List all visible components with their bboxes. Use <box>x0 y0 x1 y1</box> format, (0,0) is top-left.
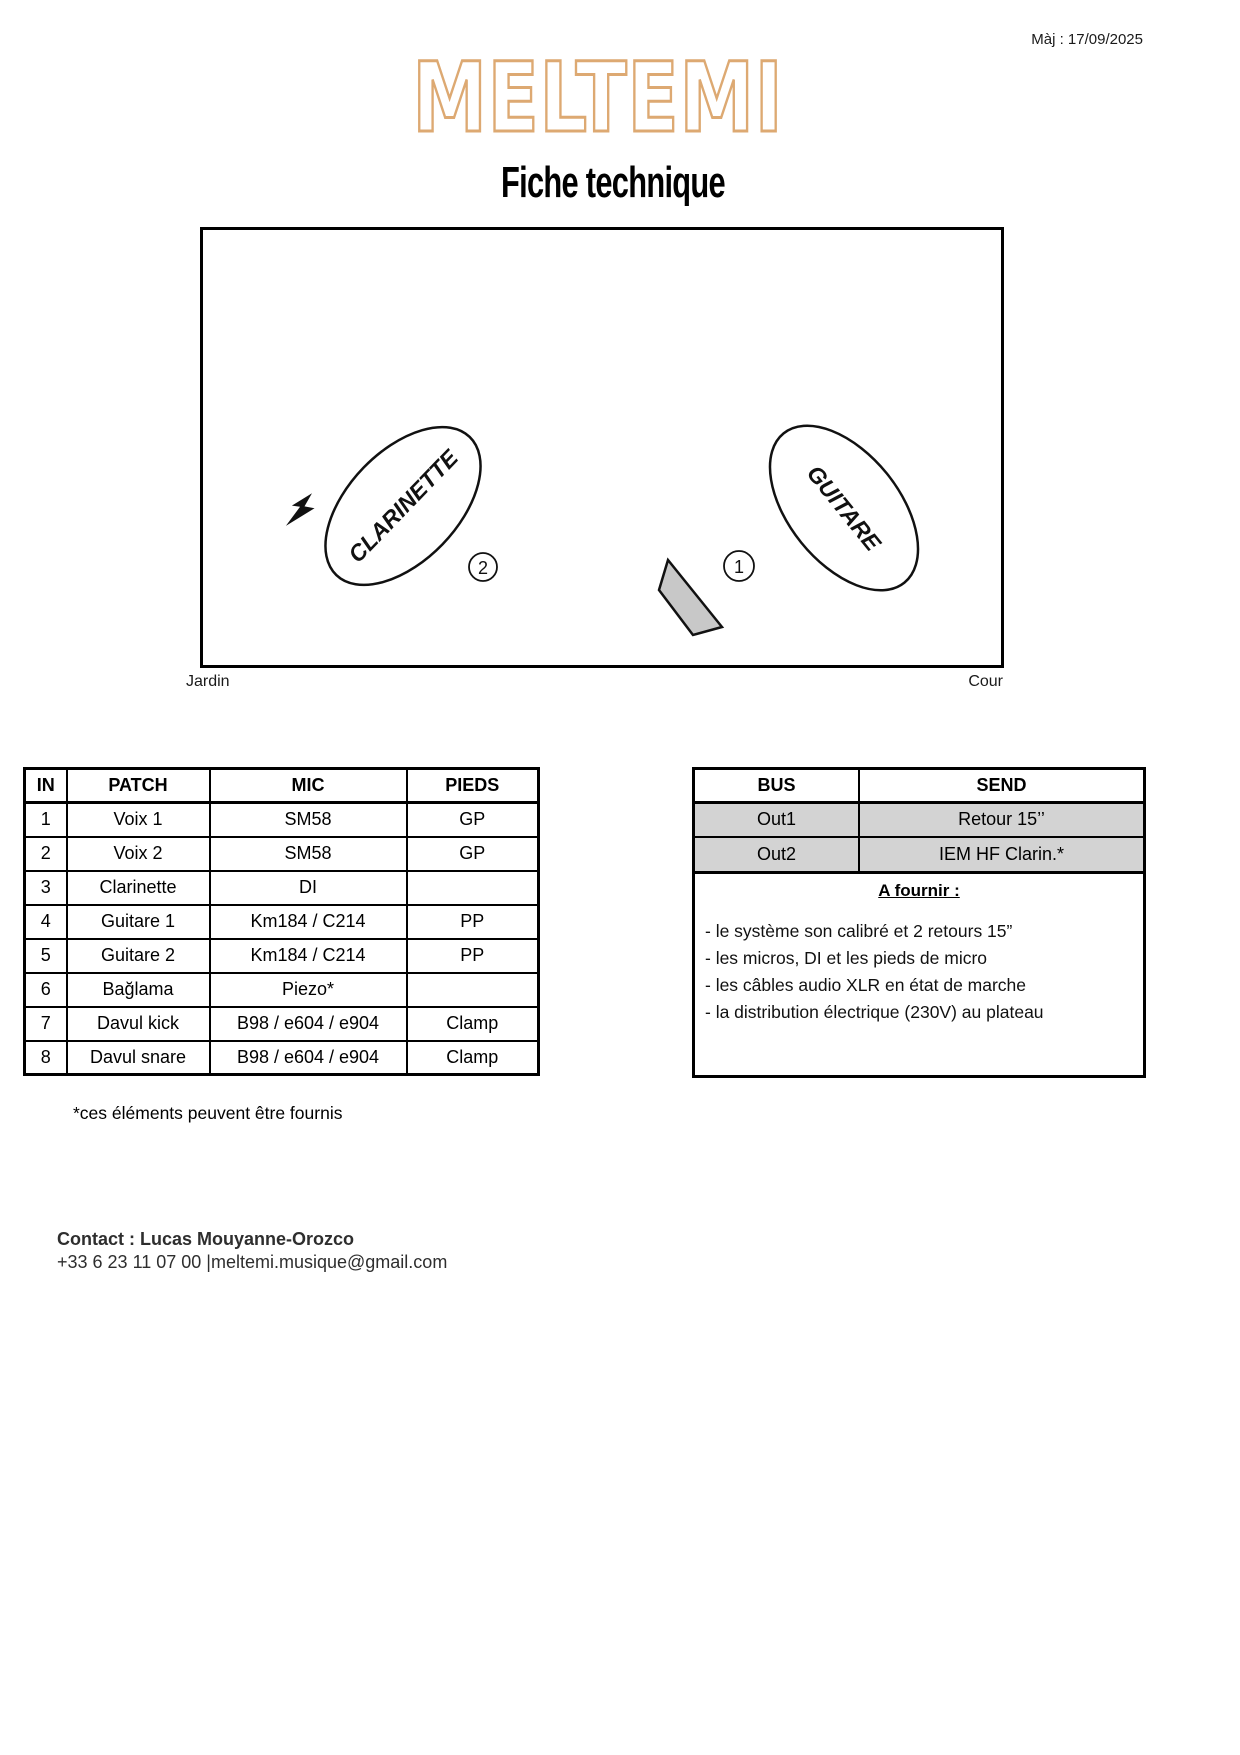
cell-bus: Out2 <box>695 837 859 872</box>
guitare-position <box>741 399 947 617</box>
cell-in: 8 <box>25 1041 67 1075</box>
cell-send: Retour 15’’ <box>859 802 1143 837</box>
table-row <box>695 802 1143 837</box>
stage-side-jardin: Jardin <box>186 673 230 690</box>
clarinette-label: CLARINETTE <box>343 444 463 568</box>
position-number-1 <box>724 551 754 581</box>
page-title: Fiche technique <box>500 158 725 207</box>
table-row <box>695 837 1143 872</box>
cell-in: 4 <box>25 905 67 939</box>
cell-in: 2 <box>25 837 67 871</box>
cell-bus: Out1 <box>695 802 859 837</box>
col-header-pieds: PIEDS <box>407 769 539 803</box>
cell-patch: Voix 2 <box>67 837 210 871</box>
guitare-label: GUITARE <box>801 460 887 556</box>
cell-mic: B98 / e604 / e904 <box>210 1007 407 1041</box>
band-logo-text: MELTEMI <box>412 42 784 154</box>
cell-patch: Guitare 1 <box>67 905 210 939</box>
col-header-patch: PATCH <box>67 769 210 803</box>
cell-mic: SM58 <box>210 837 407 871</box>
cell-send: IEM HF Clarin.* <box>859 837 1143 872</box>
table-row <box>25 871 539 905</box>
cell-pieds: PP <box>407 905 539 939</box>
table-row <box>25 1041 539 1075</box>
cell-patch: Bağlama <box>67 973 210 1007</box>
table-row <box>25 973 539 1007</box>
col-header-mic: MIC <box>210 769 407 803</box>
a-fournir-title: A fournir : <box>878 880 960 900</box>
cell-in: 6 <box>25 973 67 1007</box>
band-logo <box>402 42 794 154</box>
cell-pieds: PP <box>407 939 539 973</box>
table-row <box>25 1007 539 1041</box>
footnote: *ces éléments peuvent être fournis <box>73 1103 343 1123</box>
cell-mic: B98 / e604 / e904 <box>210 1041 407 1075</box>
list-item: - la distribution électrique (230V) au plateau <box>705 1001 1044 1022</box>
position-number-2 <box>469 553 497 581</box>
cell-patch: Davul snare <box>67 1041 210 1075</box>
bus-table-header-row <box>695 770 1143 802</box>
stage-side-cour: Cour <box>968 673 1003 690</box>
cell-in: 1 <box>25 803 67 837</box>
list-item: - les câbles audio XLR en état de marche <box>705 974 1027 995</box>
cell-patch: Voix 1 <box>67 803 210 837</box>
stage-plot <box>200 227 1004 668</box>
contact-phone-email: +33 6 23 11 07 00 |meltemi.musique@gmail.com <box>57 1252 448 1272</box>
cell-mic: DI <box>210 871 407 905</box>
cell-in: 7 <box>25 1007 67 1041</box>
cell-mic: SM58 <box>210 803 407 837</box>
table-row <box>25 803 539 837</box>
lightning-bolt-icon <box>284 488 319 533</box>
contact-name: Contact : Lucas Mouyanne-Orozco <box>57 1229 355 1249</box>
cell-in: 5 <box>25 939 67 973</box>
list-item: - les micros, DI et les pieds de micro <box>705 947 988 968</box>
a-fournir-list <box>705 918 1133 1026</box>
cell-pieds <box>407 871 539 905</box>
cell-pieds: Clamp <box>407 1007 539 1041</box>
number-1-text: 1 <box>733 557 745 577</box>
cell-pieds: GP <box>407 837 539 871</box>
cell-in: 3 <box>25 871 67 905</box>
list-item: - le système son calibré et 2 retours 15” <box>705 920 1013 941</box>
cell-patch: Davul kick <box>67 1007 210 1041</box>
bus-table <box>695 770 1143 874</box>
cell-mic: Km184 / C214 <box>210 939 407 973</box>
cell-pieds <box>407 973 539 1007</box>
cell-patch: Guitare 2 <box>67 939 210 973</box>
col-header-bus: BUS <box>695 770 859 802</box>
patch-table <box>23 767 540 1076</box>
col-header-send: SEND <box>859 770 1143 802</box>
cell-pieds: GP <box>407 803 539 837</box>
cell-mic: Km184 / C214 <box>210 905 407 939</box>
update-date: Màj : 17/09/2025 <box>1031 31 1143 48</box>
monitor-wedge-shape <box>659 560 722 635</box>
patch-table-header-row <box>25 769 539 803</box>
a-fournir-section <box>695 874 1143 1026</box>
cell-pieds: Clamp <box>407 1041 539 1075</box>
cell-mic: Piezo* <box>210 973 407 1007</box>
stage-plot-canvas <box>203 230 1001 665</box>
table-row <box>25 939 539 973</box>
outputs-and-requirements-box <box>692 767 1146 1078</box>
table-row <box>25 905 539 939</box>
cell-patch: Clarinette <box>67 871 210 905</box>
table-row <box>25 837 539 871</box>
number-2-text: 2 <box>477 558 489 578</box>
col-header-in: IN <box>25 769 67 803</box>
clarinette-position <box>297 399 510 614</box>
